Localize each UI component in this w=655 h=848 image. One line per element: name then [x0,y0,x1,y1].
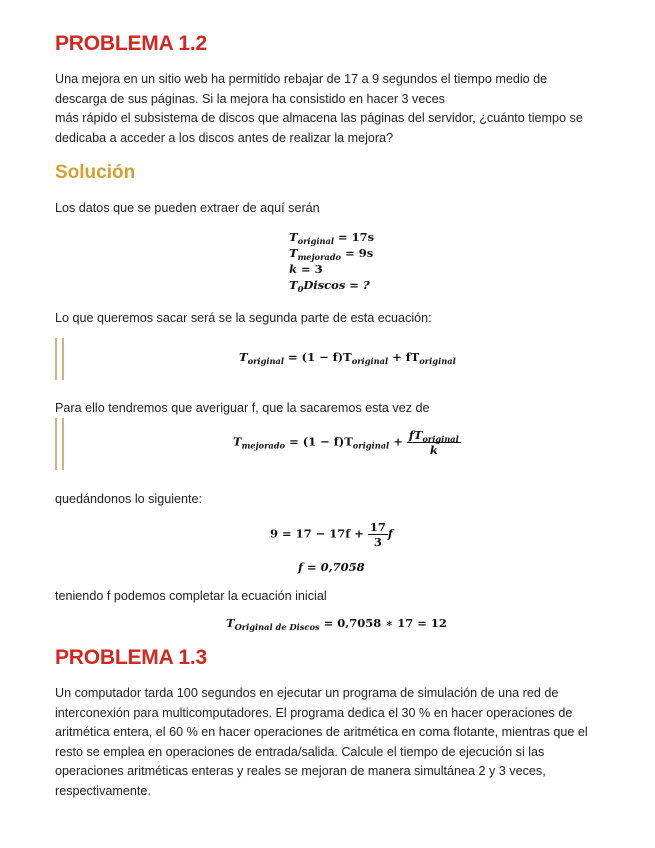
data-item-k: k = 3 [289,262,323,276]
data-item-t-mejorado: $T_{mejorado} = 9s$ [289,246,374,262]
equation-5: $T_{Original de Discos} = 0,7058$ ∗ 17 = 12 [226,616,447,632]
data-item-t-original: $T_{original} = 17s$ [289,230,375,246]
remaining-text: quedándonos lo siguiente: [55,492,203,506]
fraction: $\frac{17}{3}$ [369,520,386,549]
data-list [289,229,374,293]
fraction: $\frac{fT_{original}}{k}$ [408,428,459,457]
statement-line: resto se emplea en operaciones de entrada/salida. Calcule el tiempo de ejecución si las [55,744,545,759]
equation-quote-bar [55,338,64,380]
equation-2: $T_{mejorado} = (1 - f)T_{original}$ + $\frac{fT_{original}}{k}$ [233,428,459,457]
data-intro: Los datos que se pueden extraer de aquí serán [55,201,320,215]
problem-1-3-statement [55,684,603,801]
statement-line: respectivamente. [55,783,151,798]
equation-3: 9 = 17 − 17f + $\frac{17}{3}$ f [270,520,393,549]
statement-line: aritmética entera, el 60 % en hacer operaciones de aritmética en coma flotante, mientras que el [55,725,588,739]
statement-line: dedicaba a acceder a los discos antes de realizar la mejora? [55,130,394,145]
problem-1-2-title: PROBLEMA 1.2 [55,32,208,55]
statement-line: Un computador tarda 100 segundos en ejecutar un programa de simulación de una red de [55,686,559,700]
statement-line: descarga de sus páginas. Si la mejora ha consistido en hacer 3 veces [55,91,445,106]
solution-heading: Solución [55,162,136,183]
problem-1-3-title: PROBLEMA 1.3 [55,646,208,669]
data-item-t0-discos: $T_0Discos$ = ? [289,278,370,294]
equation-quote-bar [55,418,64,470]
complete-text: teniendo f podemos completar la ecuación inicial [55,589,327,603]
equation-1: $T_{original} = (1 - f)T_{original} + fT_{original}$ [239,350,456,366]
f-text: Para ello tendremos que averiguar f, que la sacaremos esta vez de [55,401,430,415]
statement-line: Una mejora en un sitio web ha permitido rebajar de 17 a 9 segundos el tiempo medio de [55,72,548,86]
statement-line: operaciones aritméticas enteras y reales se mejoran de manera simultánea 2 y 3 veces, [55,764,546,778]
problem-1-2-statement [55,70,603,148]
statement-line: interconexión para multicomputadores. El programa dedica el 30 % en hacer operaciones de [55,705,573,720]
goal-text: Lo que queremos sacar será se la segunda parte de esta ecuación: [55,311,432,325]
statement-line: más rápido el subsistema de discos que almacena las páginas del servidor, ¿cuánto tiempo se [55,111,583,125]
equation-4: f = 0,7058 [298,560,365,574]
